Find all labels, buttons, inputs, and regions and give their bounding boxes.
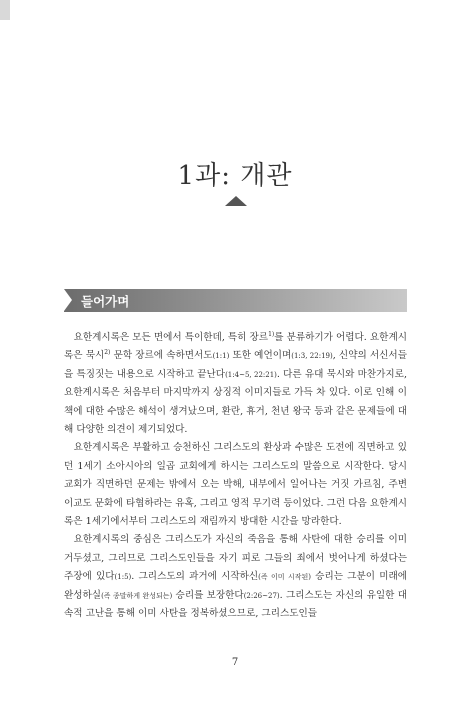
body-text	[64, 329, 407, 624]
footnote-ref-1: 1)	[268, 330, 275, 338]
paragraph-3	[64, 531, 407, 623]
section-bar-notch	[64, 289, 72, 311]
paragraph-3-text: 승리는 그분이 미래에 완성하실	[64, 571, 407, 601]
section-title: 들어가며	[81, 294, 130, 309]
paragraph-1	[64, 329, 407, 439]
chapter-title: 1과: 개관	[177, 161, 293, 192]
page-corner-tab	[0, 0, 10, 20]
footnote-ref-2: 2)	[104, 349, 111, 357]
scripture-reference: (1:3, 22:19)	[291, 352, 333, 361]
paragraph-3-text: 승리를 보장한다	[172, 589, 244, 601]
inline-note: (즉 종말하게 완성되는)	[101, 591, 173, 600]
paragraph-1-text: , 신약의 서신서들을 특징짓는 내용으로 시작하고 끝난다	[64, 350, 407, 380]
paragraph-3-text: . 그리스도는 자신의 유일한 대속적 고난을 통해 이미 사탄을 정복하셨으므로, 그리스도인들	[64, 589, 407, 620]
paragraph-1-text: 문학 장르에 속하면서도	[110, 350, 213, 362]
scripture-reference: (1:4~5, 22:21)	[225, 370, 277, 379]
chapter-divider-triangle	[225, 196, 247, 206]
paragraph-2: 요한계시록은 부활하고 승천하신 그리스도의 환상과 수많은 도전에 직면하고 있던 1세기 소아시아의 일곱 교회에게 하시는 그리스도의 말씀으로 시작한다. 당시 교회가 직면하던 문제는 밖에서 오는 박해, 내부에서 일어나는 거짓 가르침, 주변 이교도 문화에 타협하라는 유혹, 그리고 영적 무기력 등이었다. 그런 다음 요한계시록은 1세기에서부터 그리스도의 재림까지 방대한 시간을 망라한다.	[64, 442, 407, 528]
paragraph-3-text: . 그리스도의 과거에 시작하신	[131, 571, 259, 583]
page-number: 7	[231, 657, 239, 668]
scripture-reference: (2:26~27)	[243, 591, 280, 600]
paragraph-1-text: 를 분류하기가 어렵다. 요한계시록은 묵시	[64, 332, 407, 362]
scripture-reference: (1:5)	[114, 573, 132, 582]
inline-note: (즉 이미 시작된)	[258, 573, 311, 582]
paragraph-1-text: 요한계시록은 모든 면에서 특이한데, 특히 장르	[73, 332, 269, 343]
paragraph-1-text: . 다른 유대 묵시와 마찬가지로, 요한계시록은 처음부터 마지막까지 상징적 이미지들로 가득 차 있다. 이로 인해 이 책에 대한 수많은 해석이 생겨났으며, 환란, 휴거, 천년 왕국 등과 같은 문제들에 대해 다양한 의견이 제기되었다.	[64, 368, 408, 436]
scripture-reference: (1:1)	[212, 352, 230, 361]
paragraph-1-text: 또한 예언이며	[229, 350, 292, 362]
section-header-bar	[64, 289, 407, 312]
paragraph-3-text: 요한계시록의 중심은 그리스도가 자신의 죽음을 통해 사탄에 대한 승리를 이미 거두셨고, 그리므로 그리스도인들을 자기 피로 그들의 죄에서 벗어나게 하셨다는 주장에 있다	[64, 534, 407, 583]
